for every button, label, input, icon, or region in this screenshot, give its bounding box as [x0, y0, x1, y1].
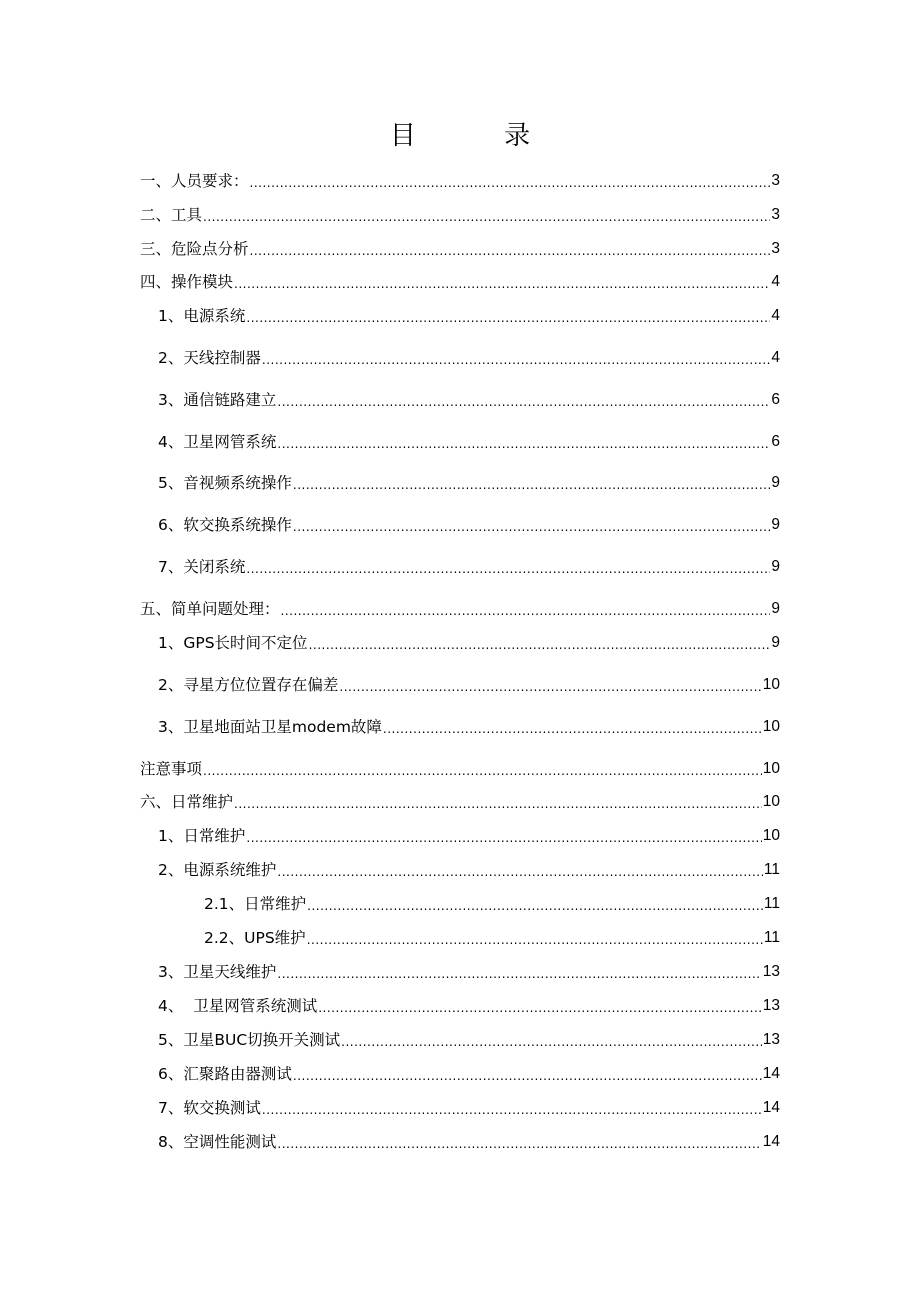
toc-entry[interactable]	[204, 926, 780, 950]
toc-entry-label: 5、音视频系统操作	[158, 474, 292, 492]
toc-entry[interactable]	[158, 388, 780, 412]
toc-entry-page: 11	[763, 929, 780, 946]
toc-entry-page: 13	[762, 1031, 780, 1048]
toc-entry[interactable]	[158, 858, 780, 882]
toc-entry[interactable]	[140, 169, 780, 193]
toc-entry-label: 3、通信链路建立	[158, 391, 277, 409]
toc-entry-page: 10	[762, 827, 780, 844]
toc-entry-label: 8、空调性能测试	[158, 1133, 277, 1151]
toc-entry[interactable]	[140, 270, 780, 294]
dot-leader	[307, 896, 763, 916]
toc-entry-label: 6、汇聚路由器测试	[158, 1065, 292, 1083]
toc-entry[interactable]	[158, 304, 780, 328]
dot-leader	[309, 635, 771, 655]
toc-entry-label: 1、日常维护	[158, 827, 246, 845]
dot-leader	[277, 392, 770, 412]
dot-leader	[293, 1066, 762, 1086]
toc-entry-page: 9	[771, 516, 780, 533]
toc-entry-page: 3	[771, 172, 780, 189]
toc-entry-page: 3	[771, 206, 780, 223]
toc-entry-label: 注意事项	[140, 760, 203, 778]
dot-leader	[262, 1100, 762, 1120]
toc-entry-page: 10	[762, 718, 780, 735]
toc-entry[interactable]	[158, 513, 780, 537]
dot-leader	[307, 930, 763, 950]
toc-entry-page: 10	[762, 760, 780, 777]
toc-entry-page: 9	[771, 600, 780, 617]
toc-entry-page: 11	[763, 895, 780, 912]
dot-leader	[277, 964, 761, 984]
dot-leader	[203, 207, 770, 227]
dot-leader	[383, 719, 762, 739]
toc-entry[interactable]	[140, 597, 780, 621]
toc-title: 目 录	[389, 121, 571, 151]
toc-entry[interactable]	[158, 555, 780, 579]
toc-entry-label: 五、简单问题处理：	[140, 600, 280, 618]
dot-leader	[281, 601, 771, 621]
toc-entry-label: 2.2、UPS维护	[204, 929, 306, 947]
toc-entry-label: 二、工具	[140, 206, 203, 224]
toc-entry[interactable]	[158, 430, 780, 454]
toc-entry[interactable]	[140, 790, 780, 814]
dot-leader	[293, 475, 771, 495]
dot-leader	[234, 794, 762, 814]
dot-leader	[318, 998, 762, 1018]
toc-entry-label: 7、软交换测试	[158, 1099, 261, 1117]
dot-leader	[339, 677, 761, 697]
toc-entry-page: 9	[771, 558, 780, 575]
dot-leader	[277, 862, 763, 882]
toc-entry-label: 6、软交换系统操作	[158, 516, 292, 534]
toc-entry-page: 10	[762, 676, 780, 693]
dot-leader	[277, 434, 770, 454]
toc-entry[interactable]	[158, 471, 780, 495]
toc-entry-page: 3	[771, 240, 780, 257]
toc-entry-label: 四、操作模块	[140, 273, 234, 291]
toc-entry-label: 4、卫星网管系统	[158, 433, 277, 451]
toc-entry-page: 9	[771, 474, 780, 491]
toc-entry-page: 10	[762, 793, 780, 810]
toc-entry-label: 2、寻星方位位置存在偏差	[158, 676, 339, 694]
dot-leader	[262, 350, 771, 370]
toc-entry[interactable]	[140, 203, 780, 227]
toc-entry-page: 4	[771, 307, 780, 324]
toc-entry[interactable]	[140, 757, 780, 781]
dot-leader	[246, 559, 770, 579]
toc-entry-label: 1、电源系统	[158, 307, 246, 325]
toc-entry[interactable]	[158, 1028, 780, 1052]
dot-leader	[234, 274, 770, 294]
dot-leader	[250, 173, 771, 193]
toc-entry-label: 5、卫星BUC切换开关测试	[158, 1031, 341, 1049]
dot-leader	[246, 828, 761, 848]
toc-entry-page: 14	[762, 1133, 780, 1150]
toc-entry-page: 4	[771, 273, 780, 290]
toc-entry-label: 2.1、日常维护	[204, 895, 307, 913]
toc-entry[interactable]	[158, 631, 780, 655]
toc-entry-page: 11	[763, 861, 780, 878]
toc-entry-label: 2、天线控制器	[158, 349, 261, 367]
dot-leader	[250, 241, 771, 261]
toc-entry[interactable]	[158, 994, 780, 1018]
toc-entry-label: 3、卫星地面站卫星modem故障	[158, 718, 382, 736]
toc-entry-label: 一、人员要求：	[140, 172, 249, 190]
dot-leader	[277, 1134, 761, 1154]
toc-entry-page: 6	[771, 391, 780, 408]
dot-leader	[341, 1032, 762, 1052]
toc-entry[interactable]	[158, 824, 780, 848]
toc-entry[interactable]	[158, 715, 780, 739]
toc-entry-label: 2、电源系统维护	[158, 861, 277, 879]
toc-entry-page: 9	[771, 634, 780, 651]
toc-entry-page: 14	[762, 1099, 780, 1116]
toc-entry[interactable]	[204, 892, 780, 916]
toc-entry[interactable]	[158, 1130, 780, 1154]
toc-entry-page: 13	[762, 997, 780, 1014]
toc-entry-label: 六、日常维护	[140, 793, 234, 811]
toc-entry-label: 1、GPS长时间不定位	[158, 634, 308, 652]
dot-leader	[203, 761, 762, 781]
toc-entry-page: 4	[771, 349, 780, 366]
toc-entry-label: 三、危险点分析	[140, 240, 249, 258]
dot-leader	[293, 517, 771, 537]
toc-entry[interactable]	[158, 960, 780, 984]
toc-entry[interactable]	[158, 673, 780, 697]
toc-entry-label: 4、 卫星网管系统测试	[158, 997, 318, 1015]
toc-entry-page: 13	[762, 963, 780, 980]
toc-entry[interactable]	[158, 1062, 780, 1086]
toc-entry-page: 14	[762, 1065, 780, 1082]
dot-leader	[246, 308, 770, 328]
toc-entry[interactable]	[158, 1096, 780, 1120]
toc-entry[interactable]	[140, 237, 780, 261]
toc-entry-label: 3、卫星天线维护	[158, 963, 277, 981]
toc-entry-page: 6	[771, 433, 780, 450]
toc-entry-label: 7、关闭系统	[158, 558, 246, 576]
toc-entry[interactable]	[158, 346, 780, 370]
